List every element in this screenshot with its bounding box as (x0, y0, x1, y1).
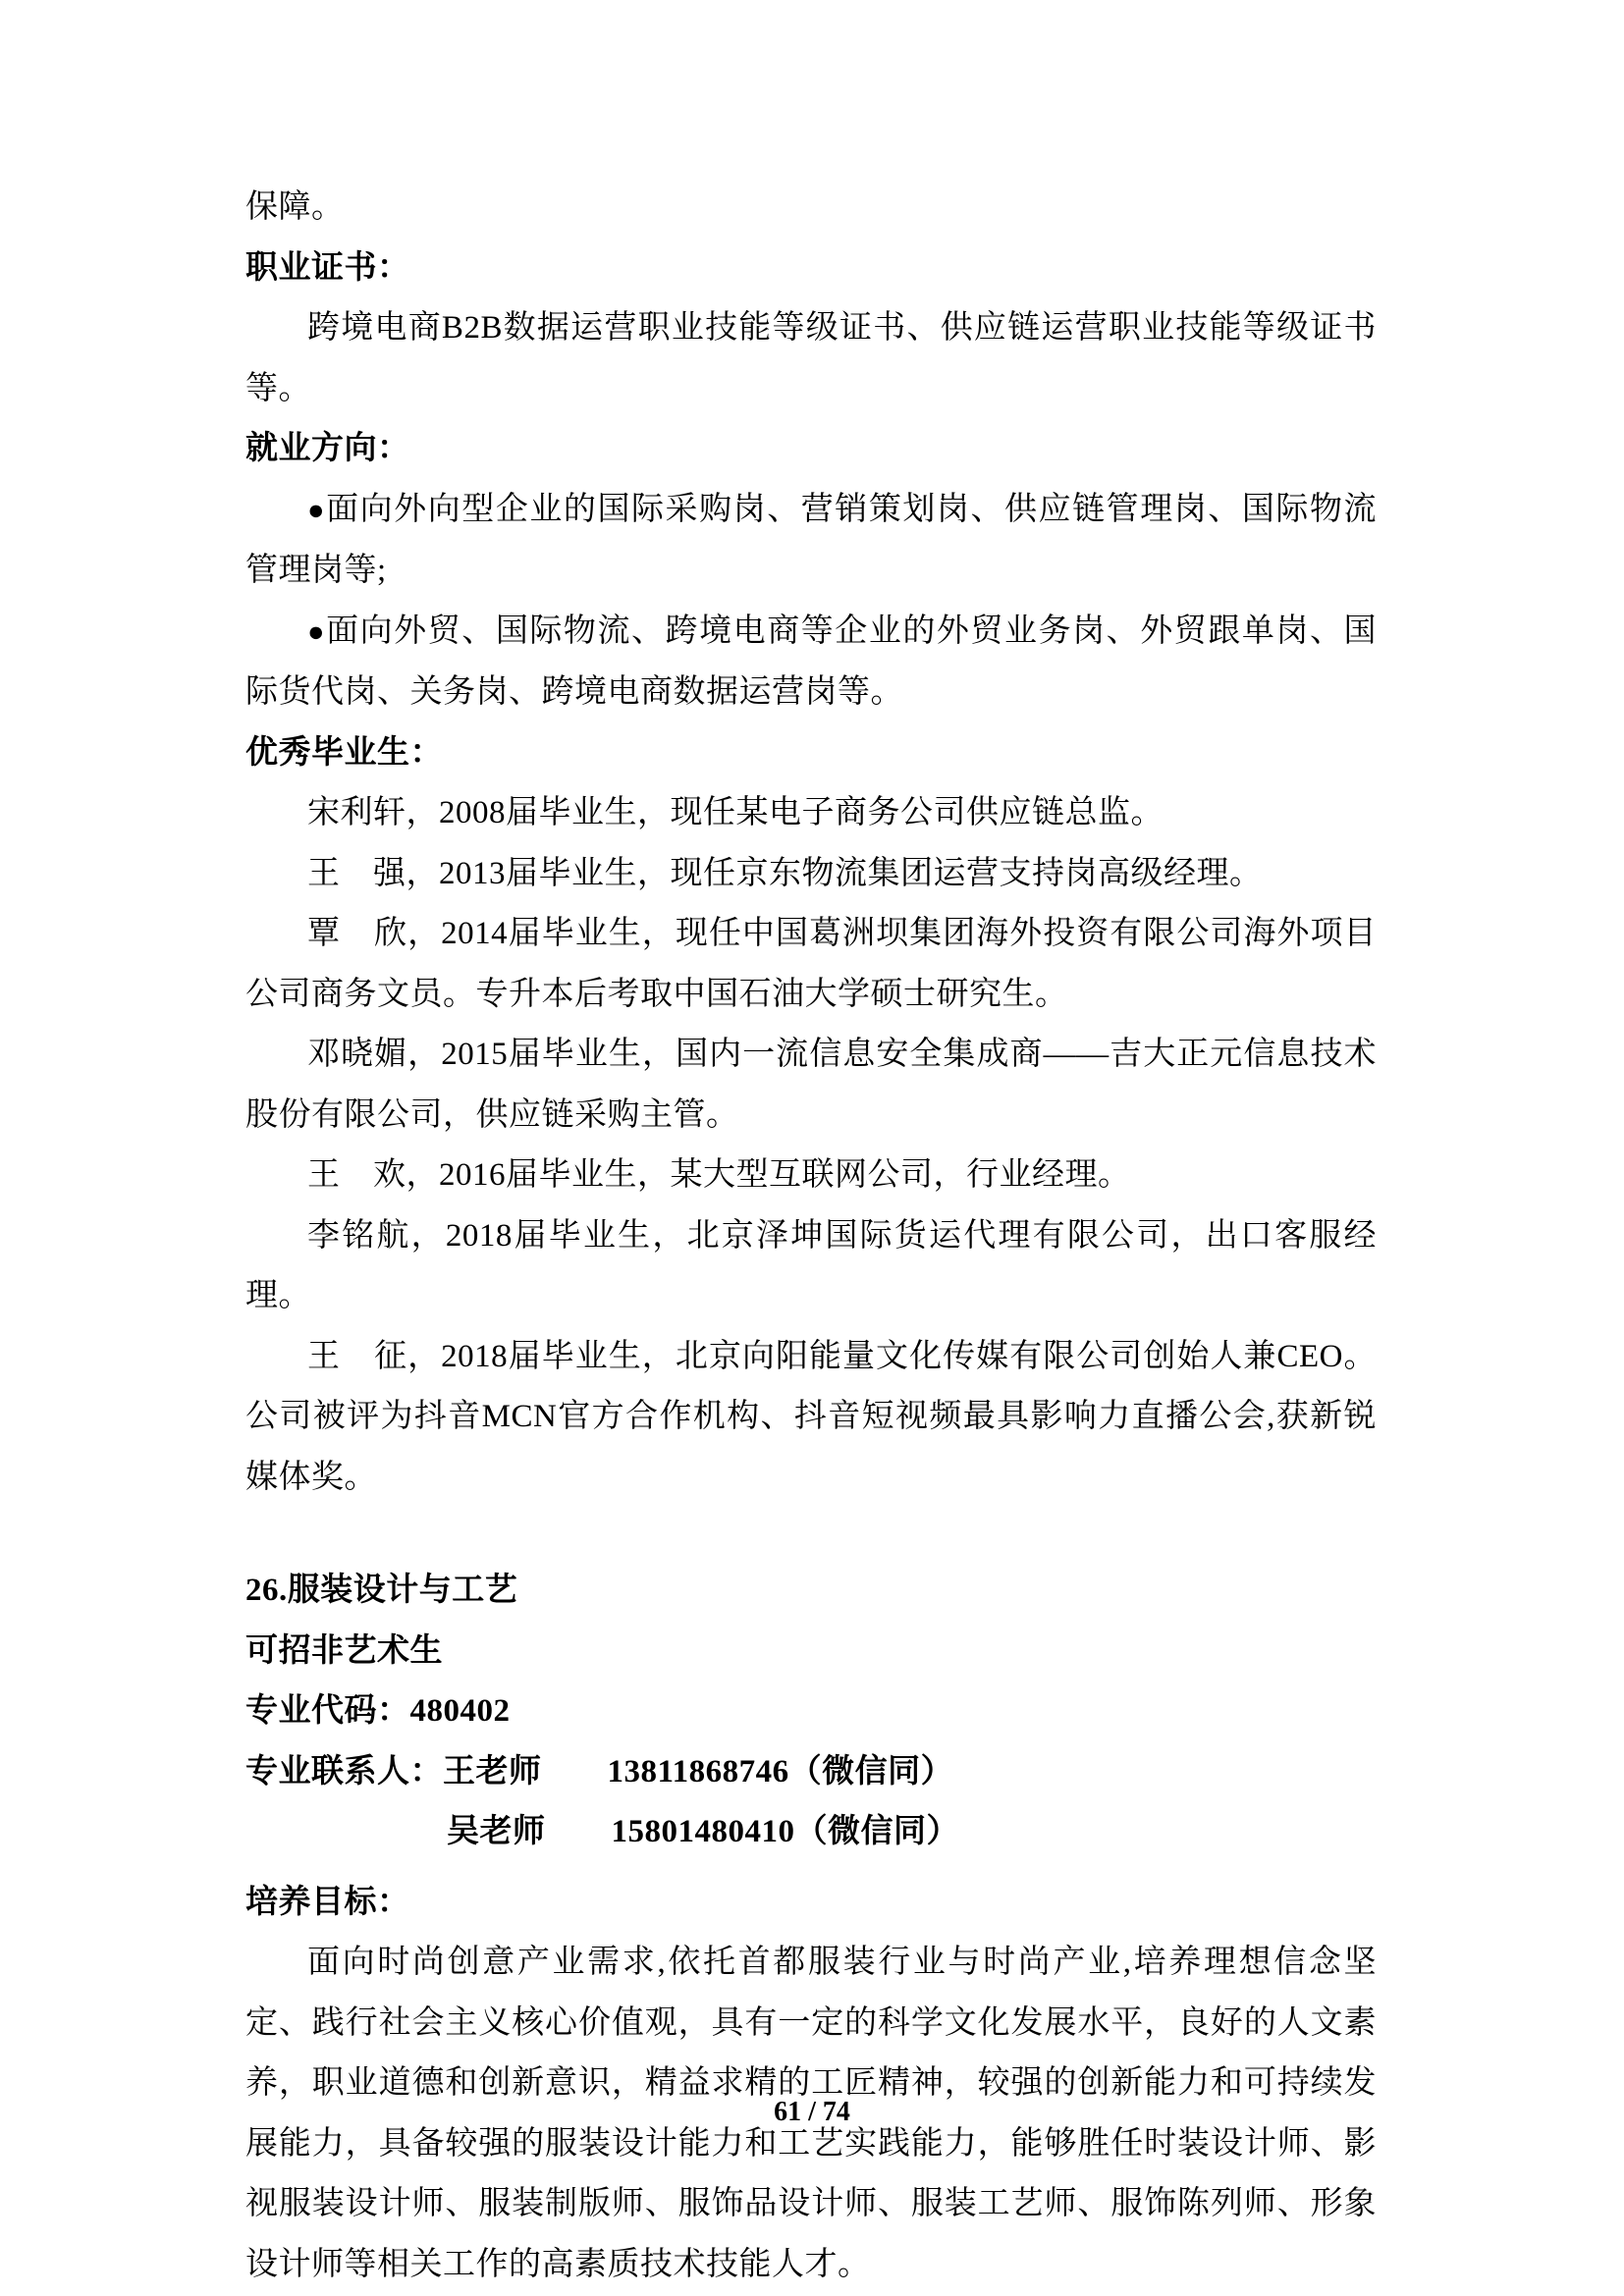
bullet-item (245, 602, 1377, 723)
major-code: 专业代码：480402 (245, 1693, 511, 1729)
heading-alumni: 优秀毕业生： (245, 734, 443, 771)
bullet-text: 面向外贸、国际物流、跨境电商等企业的外贸业务岗、外贸跟单岗、国际货代岗、关务岗、跨境电商数据运营岗等。 (245, 613, 1377, 710)
paragraph-objective: 面向时尚创意产业需求,依托首都服装行业与时尚产业,培养理想信念坚定、践行社会主义核心价值观，具有一定的科学文化发展水平，良好的人文素养，职业道德和创新意识，精益求精的工匠精神，较强的创新能力和可持续发展能力，具备较强的服装设计能力和工艺实践能力，能够胜任时装设计师、影视服装设计师、服装制版师、服饰品设计师、服装工艺师、服饰陈列师、形象设计师等相关工作的高素质技术技能人才。 (245, 1945, 1377, 2282)
alumni-item: 覃 欣，2014届毕业生，现任中国葛洲坝集团海外投资有限公司海外项目公司商务文员。专升本后考取中国石油大学硕士研究生。 (245, 916, 1377, 1012)
bullet-item (245, 480, 1377, 602)
bullet-icon: ● (307, 494, 327, 526)
heading-objective: 培养目标： (245, 1884, 410, 1920)
paragraph-certificates: 跨境电商B2B数据运营职业技能等级证书、供应链运营职业技能等级证书等。 (245, 310, 1377, 406)
bullet-icon: ● (307, 615, 327, 648)
bullet-text: 面向外向型企业的国际采购岗、营销策划岗、供应链管理岗、国际物流管理岗等; (245, 491, 1377, 588)
alumni-item: 王 征，2018届毕业生，北京向阳能量文化传媒有限公司创始人兼CEO。公司被评为抖音MCN官方合作机构、抖音短视频最具影响力直播公会,获新锐媒体奖。 (245, 1338, 1377, 1495)
contact-teacher-wang: 王老师 13811868746（微信同） (443, 1753, 954, 1789)
major-note: 可招非艺术生 (245, 1632, 443, 1669)
major-contact-line (245, 1742, 1377, 1803)
heading-certificates: 职业证书： (245, 249, 410, 286)
alumni-item: 邓晓媚，2015届毕业生，国内一流信息安全集成商——吉大正元信息技术股份有限公司，供应链采购主管。 (245, 1037, 1377, 1133)
contact-label: 专业联系人： (245, 1753, 443, 1789)
heading-employment: 就业方向： (245, 431, 410, 466)
alumni-item: 宋利轩，2008届毕业生，现任某电子商务公司供应链总监。 (307, 795, 1164, 830)
alumni-item: 王 欢，2016届毕业生，某大型互联网公司，行业经理。 (307, 1157, 1131, 1193)
contact-teacher-wu: 吴老师 15801480410（微信同） (447, 1814, 959, 1849)
alumni-item: 王 强，2013届毕业生，现任京东物流集团运营支持岗高级经理。 (307, 855, 1263, 891)
major-title: 26.服装设计与工艺 (245, 1573, 518, 1608)
paragraph-continuation: 保障。 (245, 189, 345, 225)
alumni-item: 李铭航，2018届毕业生，北京泽坤国际货运代理有限公司，出口客服经理。 (245, 1217, 1377, 1313)
page-number: 61 / 74 (774, 2097, 850, 2127)
major-contact-line (245, 1802, 1377, 1863)
page-content (245, 178, 1377, 2295)
